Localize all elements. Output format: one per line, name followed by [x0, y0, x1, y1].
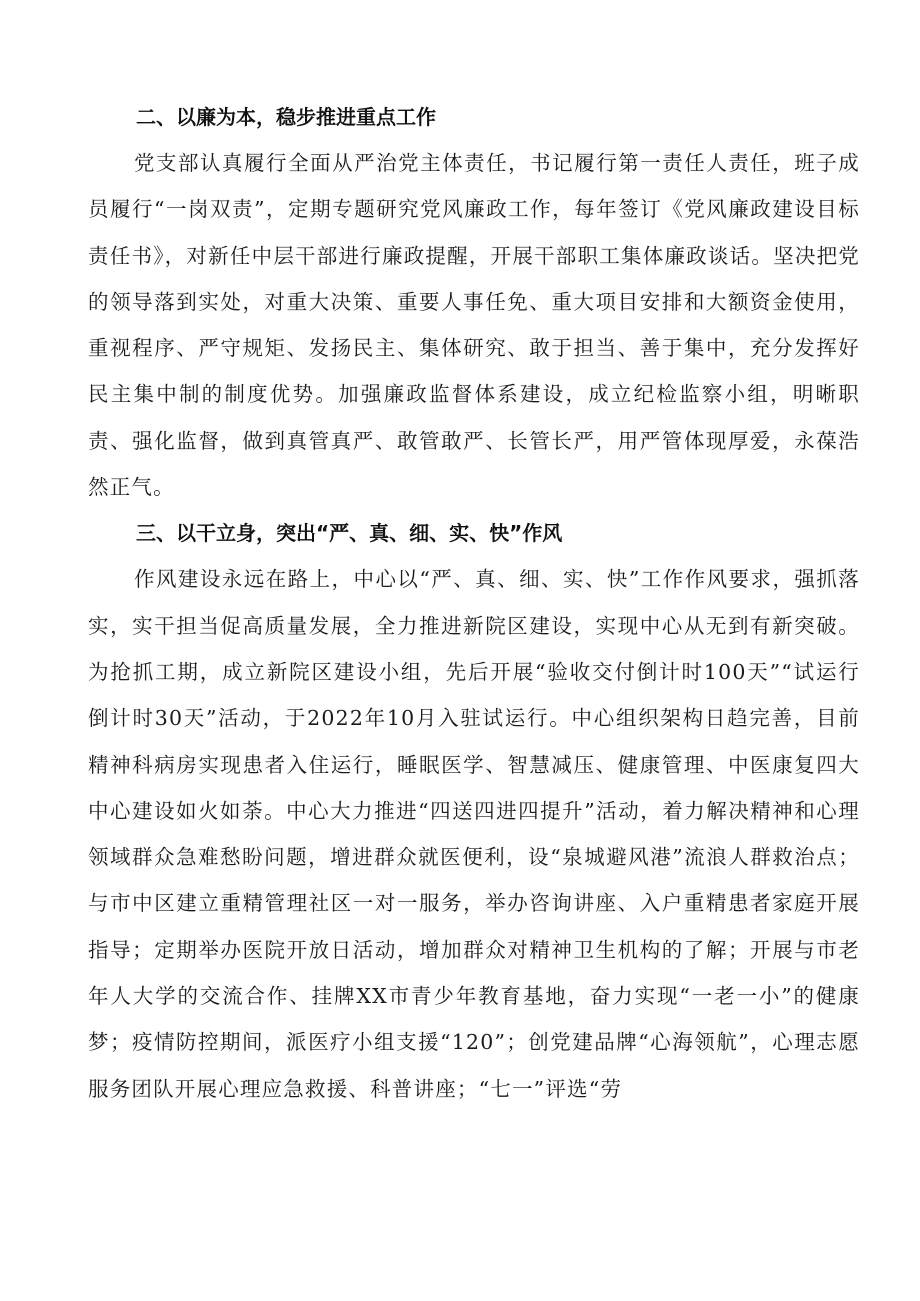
section-heading-2: 二、以廉为本，稳步推进重点工作 — [136, 105, 436, 129]
section-paragraph-2: 党支部认真履行全面从严治党主体责任，书记履行第一责任人责任，班子成员履行“一岗双责”，定期专题研究党风廉政工作，每年签订《党风廉政建设目标责任书》，对新任中层干部进行廉政提醒，开展干部职工集体廉政谈话。坚决把党的领导落到实处，对重大决策、重要人事任免、重大项目安排和大额资金使用，重视程序、严守规矩、发扬民主、集体研究、敢于担当、善于集中，充分发挥好民主集中制的制度优势。加强廉政监督体系建设，成立纪检监察小组，明晰职责、强化监督，做到真管真严、敢管敢严、长管长严，用严管体现厚爱，永葆浩然正气。 — [88, 151, 860, 500]
section-heading-3: 三、以干立身，突出“严、真、细、实、快”作风 — [136, 521, 563, 546]
section-paragraph-3: 作风建设永远在路上，中心以“严、真、细、实、快”工作作风要求，强抓落实，实干担当促高质量发展，全力推进新院区建设，实现中心从无到有新突破。为抢抓工期，成立新院区建设小组，先后开展“验收交付倒计时100天”“试运行倒计时30天”活动，于2022年10月入驻试运行。中心组织架构日趋完善，目前精神科病房实现患者入住运行，睡眠医学、智慧减压、健康管理、中医康复四大中心建设如火如荼。中心大力推进“四送四进四提升”活动，着力解决精神和心理领域群众急难愁盼问题，增进群众就医便利，设“泉城避风港”流浪人群救治点；与市中区建立重精管理社区一对一服务，举办咨询讲座、入户重精患者家庭开展指导；定期举办医院开放日活动，增加群众对精神卫生机构的了解；开展与市老年人大学的交流合作、挂牌XX市青少年教育基地，奋力实现“一老一小”的健康梦；疫情防控期间，派医疗小组支援“120”；创党建品牌“心海领航”，心理志愿服务团队开展心理应急救援、科普讲座；“七一”评选“劳 — [88, 567, 860, 1101]
